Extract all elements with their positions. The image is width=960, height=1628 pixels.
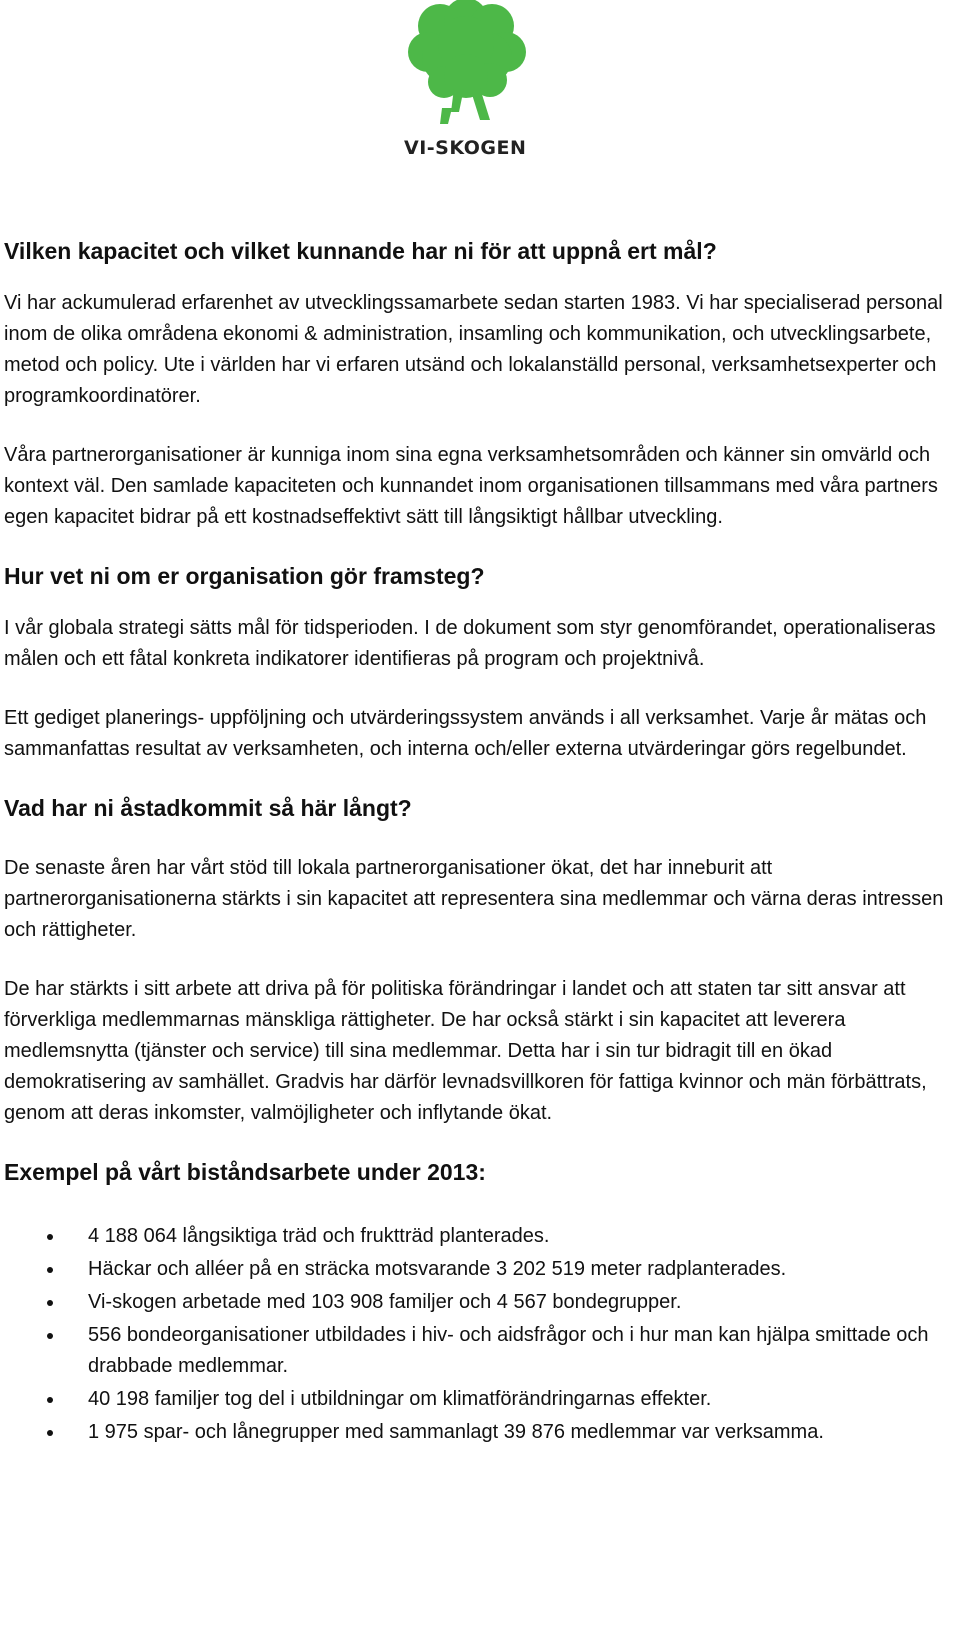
bullet-icon xyxy=(47,1234,53,1240)
paragraph: Vi har ackumulerad erfarenhet av utvecklingssamarbete sedan starten 1983. Vi har specialiserad personal inom de olika områdena ekonomi & administration, insamling och kommunikation, och utvecklingsarbete, metod och policy. Ute i världen har vi erfaren utsänd och lokalanställd personal, verksamhetsexperter och programkoordinatörer. xyxy=(4,292,943,407)
paragraph: Våra partnerorganisationer är kunniga inom sina egna verksamhetsområden och känner sin omvärld och kontext väl. Den samlade kapaciteten och kunnandet inom organisationen tillsammans med våra partners egen kapacitet bidrar på ett kostnadseffektivt sätt till långsiktigt hållbar utveckling. xyxy=(4,444,938,528)
paragraph: De senaste åren har vårt stöd till lokala partnerorganisationer ökat, det har inneburit att partnerorganisationerna stärkts i sin kapacitet att representera sina medlemmar och värna deras intressen och rättigheter. xyxy=(4,857,944,941)
heading-examples-2013: Exempel på vårt biståndsarbete under 2013: xyxy=(4,1159,486,1185)
tree-icon xyxy=(404,0,534,135)
heading-progress: Hur vet ni om er organisation gör framsteg? xyxy=(4,563,485,589)
paragraph: De har stärkts i sitt arbete att driva på för politiska förändringar i landet och att staten tar sitt ansvar att förverkliga medlemmarnas mänskliga rättigheter. De har också stärkt i sin kapacitet att leverera medlemsnytta (tjänster och service) till sina medlemmar. Detta har i sin tur bidragit till en ökad demokratisering av samhället. Gradvis har därför levnadsvillkoren för fattiga kvinnor och män förbättrats, genom att deras inkomster, valmöjligheter och inflytande ökat. xyxy=(4,978,927,1124)
examples-list xyxy=(4,1221,954,1448)
bullet-icon xyxy=(47,1333,53,1339)
bullet-icon xyxy=(47,1267,53,1273)
list-item: 4 188 064 långsiktiga träd och fruktträd planterades. xyxy=(4,1221,954,1252)
list-item: Vi-skogen arbetade med 103 908 familjer och 4 567 bondegrupper. xyxy=(4,1287,954,1318)
bullet-icon xyxy=(47,1430,53,1436)
list-item: Häckar och alléer på en sträcka motsvarande 3 202 519 meter radplanterades. xyxy=(4,1254,954,1285)
heading-achievements: Vad har ni åstadkommit så här långt? xyxy=(4,795,412,821)
list-item: 40 198 familjer tog del i utbildningar om klimatförändringarnas effekter. xyxy=(4,1384,954,1415)
paragraph: Ett gediget planerings- uppföljning och utvärderingssystem används i all verksamhet. Varje år mätas och sammanfattas resultat av verksamheten, och interna och/eller externa utvärderingar görs regelbundet. xyxy=(4,707,927,760)
bullet-icon xyxy=(47,1300,53,1306)
list-item: 556 bondeorganisationer utbildades i hiv- och aidsfrågor och i hur man kan hjälpa smittade och drabbade medlemmar. xyxy=(4,1320,954,1382)
heading-capacity: Vilken kapacitet och vilket kunnande har ni för att uppnå ert mål? xyxy=(4,238,717,264)
vi-skogen-logo xyxy=(404,0,554,160)
list-item: 1 975 spar- och lånegrupper med sammanlagt 39 876 medlemmar var verksamma. xyxy=(4,1417,954,1448)
bullet-icon xyxy=(47,1397,53,1403)
paragraph: I vår globala strategi sätts mål för tidsperioden. I de dokument som styr genomförandet, operationaliseras målen och ett fåtal konkreta indikatorer identifieras på program och projektnivå. xyxy=(4,617,936,670)
document-body xyxy=(4,236,954,1450)
logo-wordmark: VI-SKOGEN xyxy=(404,137,527,159)
